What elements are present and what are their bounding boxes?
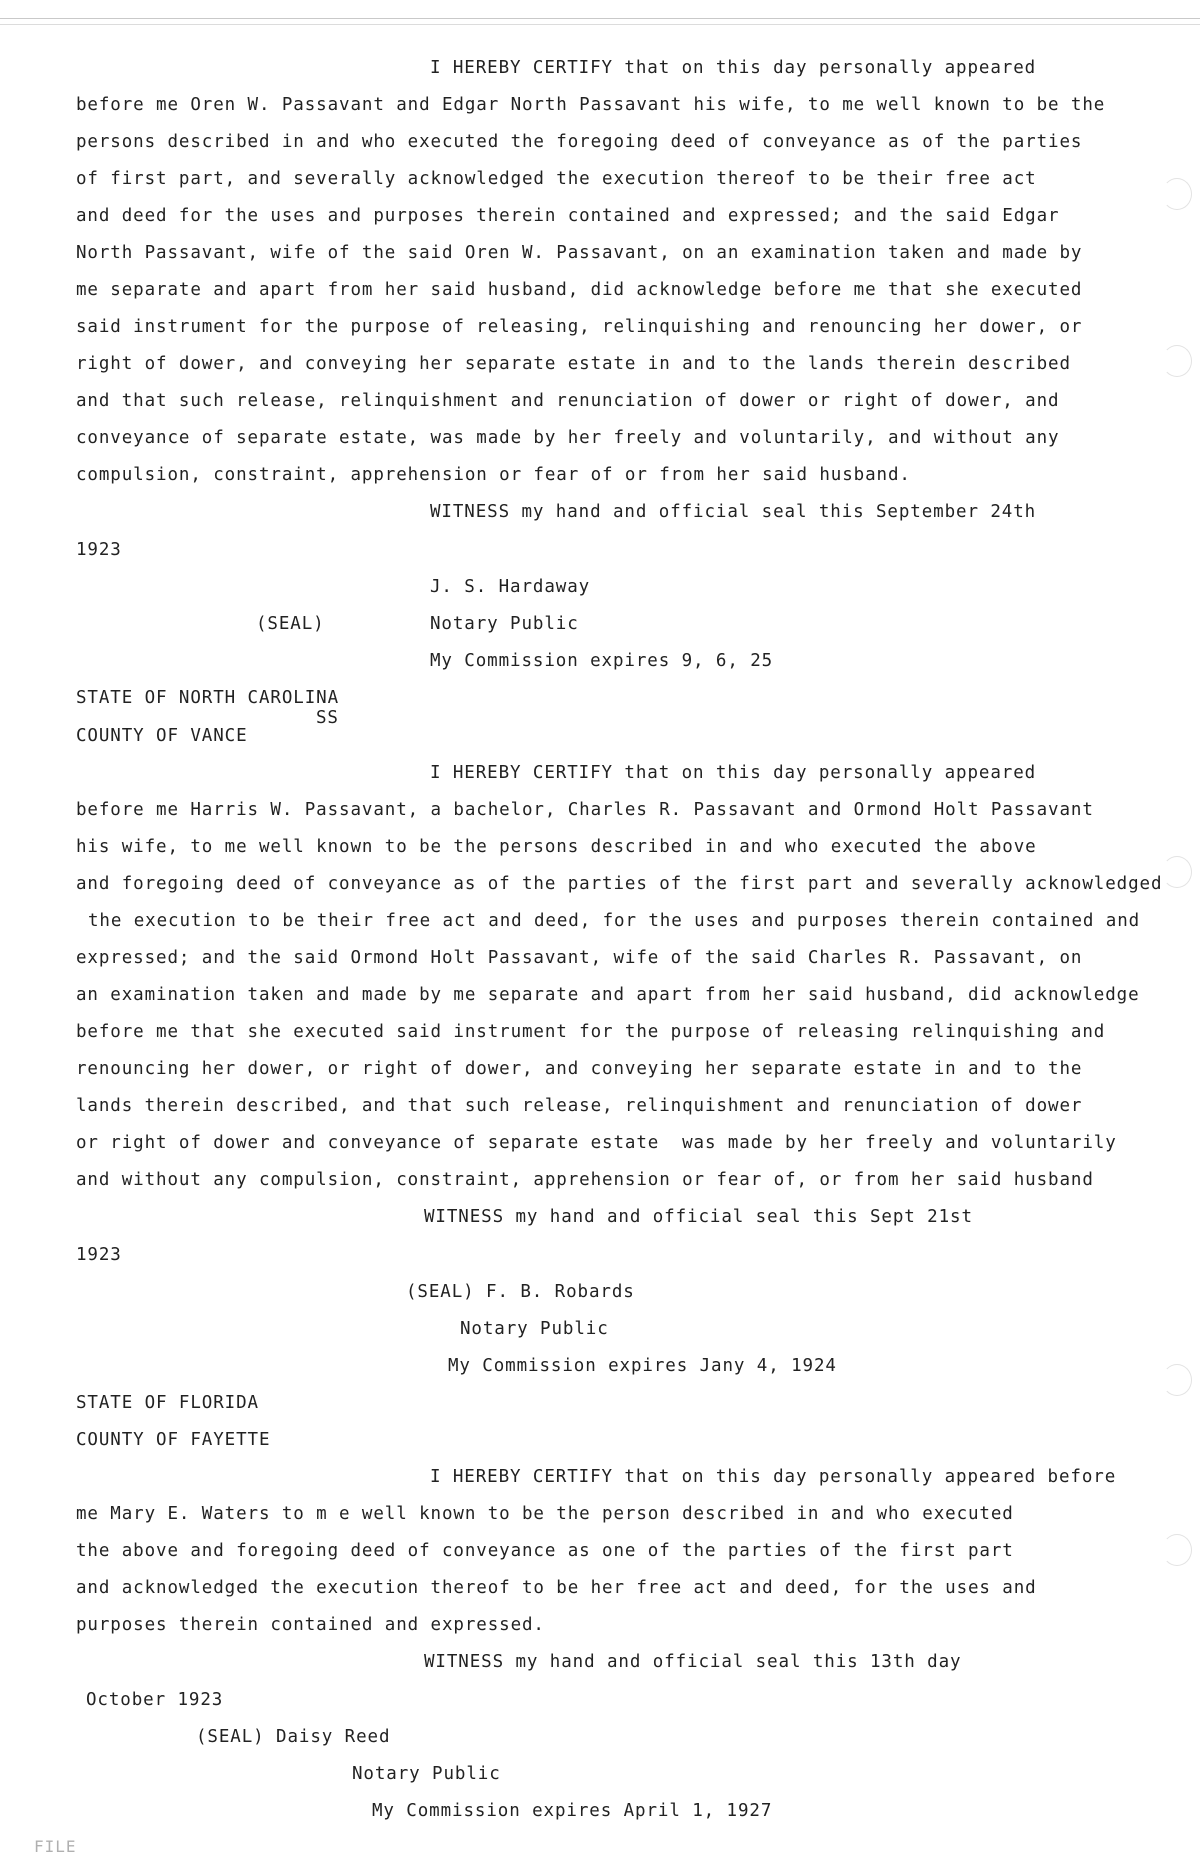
certificate-line: and that such release, relinquishment and renunciation of dower or right of dower, and: [76, 391, 1060, 411]
certificate-line: I HEREBY CERTIFY that on this day personally appeared before: [430, 1467, 1117, 1487]
certificate-line: lands therein described, and that such release, relinquishment and renunciation of dower: [76, 1096, 1083, 1116]
certificate-line: purposes therein contained and expressed.: [76, 1615, 545, 1635]
witness-date: October 1923: [86, 1690, 224, 1710]
certificate-line: or right of dower and conveyance of separate estate was made by her freely and voluntarily: [76, 1133, 1117, 1153]
witness-line: WITNESS my hand and official seal this 13th day: [424, 1652, 962, 1672]
certificate-line: said instrument for the purpose of releasing, relinquishing and renouncing her dower, or: [76, 317, 1083, 337]
notary-seal-and-name: (SEAL) F. B. Robards: [406, 1282, 635, 1302]
certificate-line: and foregoing deed of conveyance as of the parties of the first part and severally acknowledged: [76, 874, 1163, 894]
notary-name: J. S. Hardaway: [430, 577, 591, 597]
certificate-line: renouncing her dower, or right of dower, and conveying her separate estate in and to the: [76, 1059, 1083, 1079]
certificate-line: right of dower, and conveying her separate estate in and to the lands therein described: [76, 354, 1071, 374]
certificate-line: an examination taken and made by me separate and apart from her said husband, did acknowledge: [76, 985, 1140, 1005]
certificate-line: of first part, and severally acknowledged the execution thereof to be their free act: [76, 169, 1037, 189]
notary-seal-and-name: (SEAL) Daisy Reed: [196, 1727, 391, 1747]
state-heading: STATE OF NORTH CAROLINA: [76, 688, 340, 708]
top-rule: [0, 18, 1200, 19]
notary-title: Notary Public: [460, 1319, 609, 1339]
certificate-line: the above and foregoing deed of conveyance as one of the parties of the first part: [76, 1541, 1014, 1561]
certificate-line: I HEREBY CERTIFY that on this day personally appeared: [430, 763, 1037, 783]
commission-expiry: My Commission expires April 1, 1927: [372, 1801, 773, 1821]
punch-hole-mark: [1162, 856, 1192, 888]
ss-mark: SS: [316, 708, 339, 728]
top-rule-faint: [0, 24, 1200, 25]
certificate-line: me separate and apart from her said husband, did acknowledge before me that she executed: [76, 280, 1083, 300]
county-heading: COUNTY OF FAYETTE: [76, 1430, 271, 1450]
witness-line: WITNESS my hand and official seal this Sept 21st: [424, 1207, 973, 1227]
certificate-line: before me that she executed said instrument for the purpose of releasing relinquishing and: [76, 1022, 1106, 1042]
certificate-line: persons described in and who executed the foregoing deed of conveyance as of the parties: [76, 132, 1083, 152]
certificate-line: me Mary E. Waters to m e well known to be the person described in and who executed: [76, 1504, 1014, 1524]
file-stamp: FILE: [34, 1837, 77, 1856]
certificate-line: and without any compulsion, constraint, apprehension or fear of, or from her said husband: [76, 1170, 1094, 1190]
certificate-line: I HEREBY CERTIFY that on this day personally appeared: [430, 58, 1037, 78]
witness-line: WITNESS my hand and official seal this September 24th: [430, 502, 1037, 522]
commission-expiry: My Commission expires Jany 4, 1924: [448, 1356, 837, 1376]
certificate-line: the execution to be their free act and deed, for the uses and purposes therein contained and: [88, 911, 1141, 931]
certificate-line: and acknowledged the execution thereof to be her free act and deed, for the uses and: [76, 1578, 1037, 1598]
punch-hole-mark: [1162, 1364, 1192, 1396]
certificate-line: before me Oren W. Passavant and Edgar North Passavant his wife, to me well known to be the: [76, 95, 1106, 115]
certificate-line: his wife, to me well known to be the persons described in and who executed the above: [76, 837, 1037, 857]
witness-year: 1923: [76, 1245, 122, 1265]
commission-expiry: My Commission expires 9, 6, 25: [430, 651, 774, 671]
certificate-line: and deed for the uses and purposes therein contained and expressed; and the said Edgar: [76, 206, 1060, 226]
witness-year: 1923: [76, 540, 122, 560]
county-heading: COUNTY OF VANCE: [76, 726, 248, 746]
certificate-line: North Passavant, wife of the said Oren W. Passavant, on an examination taken and made by: [76, 243, 1083, 263]
notary-title: Notary Public: [430, 614, 579, 634]
punch-hole-mark: [1162, 178, 1192, 210]
state-heading: STATE OF FLORIDA: [76, 1393, 259, 1413]
certificate-line: before me Harris W. Passavant, a bachelor, Charles R. Passavant and Ormond Holt Passavant: [76, 800, 1094, 820]
punch-hole-mark: [1162, 1534, 1192, 1566]
certificate-line: expressed; and the said Ormond Holt Passavant, wife of the said Charles R. Passavant, on: [76, 948, 1083, 968]
seal-label: (SEAL): [256, 614, 325, 634]
certificate-line: compulsion, constraint, apprehension or fear of or from her said husband.: [76, 465, 911, 485]
punch-hole-mark: [1162, 345, 1192, 377]
notary-title: Notary Public: [352, 1764, 501, 1784]
certificate-line: conveyance of separate estate, was made by her freely and voluntarily, and without any: [76, 428, 1060, 448]
